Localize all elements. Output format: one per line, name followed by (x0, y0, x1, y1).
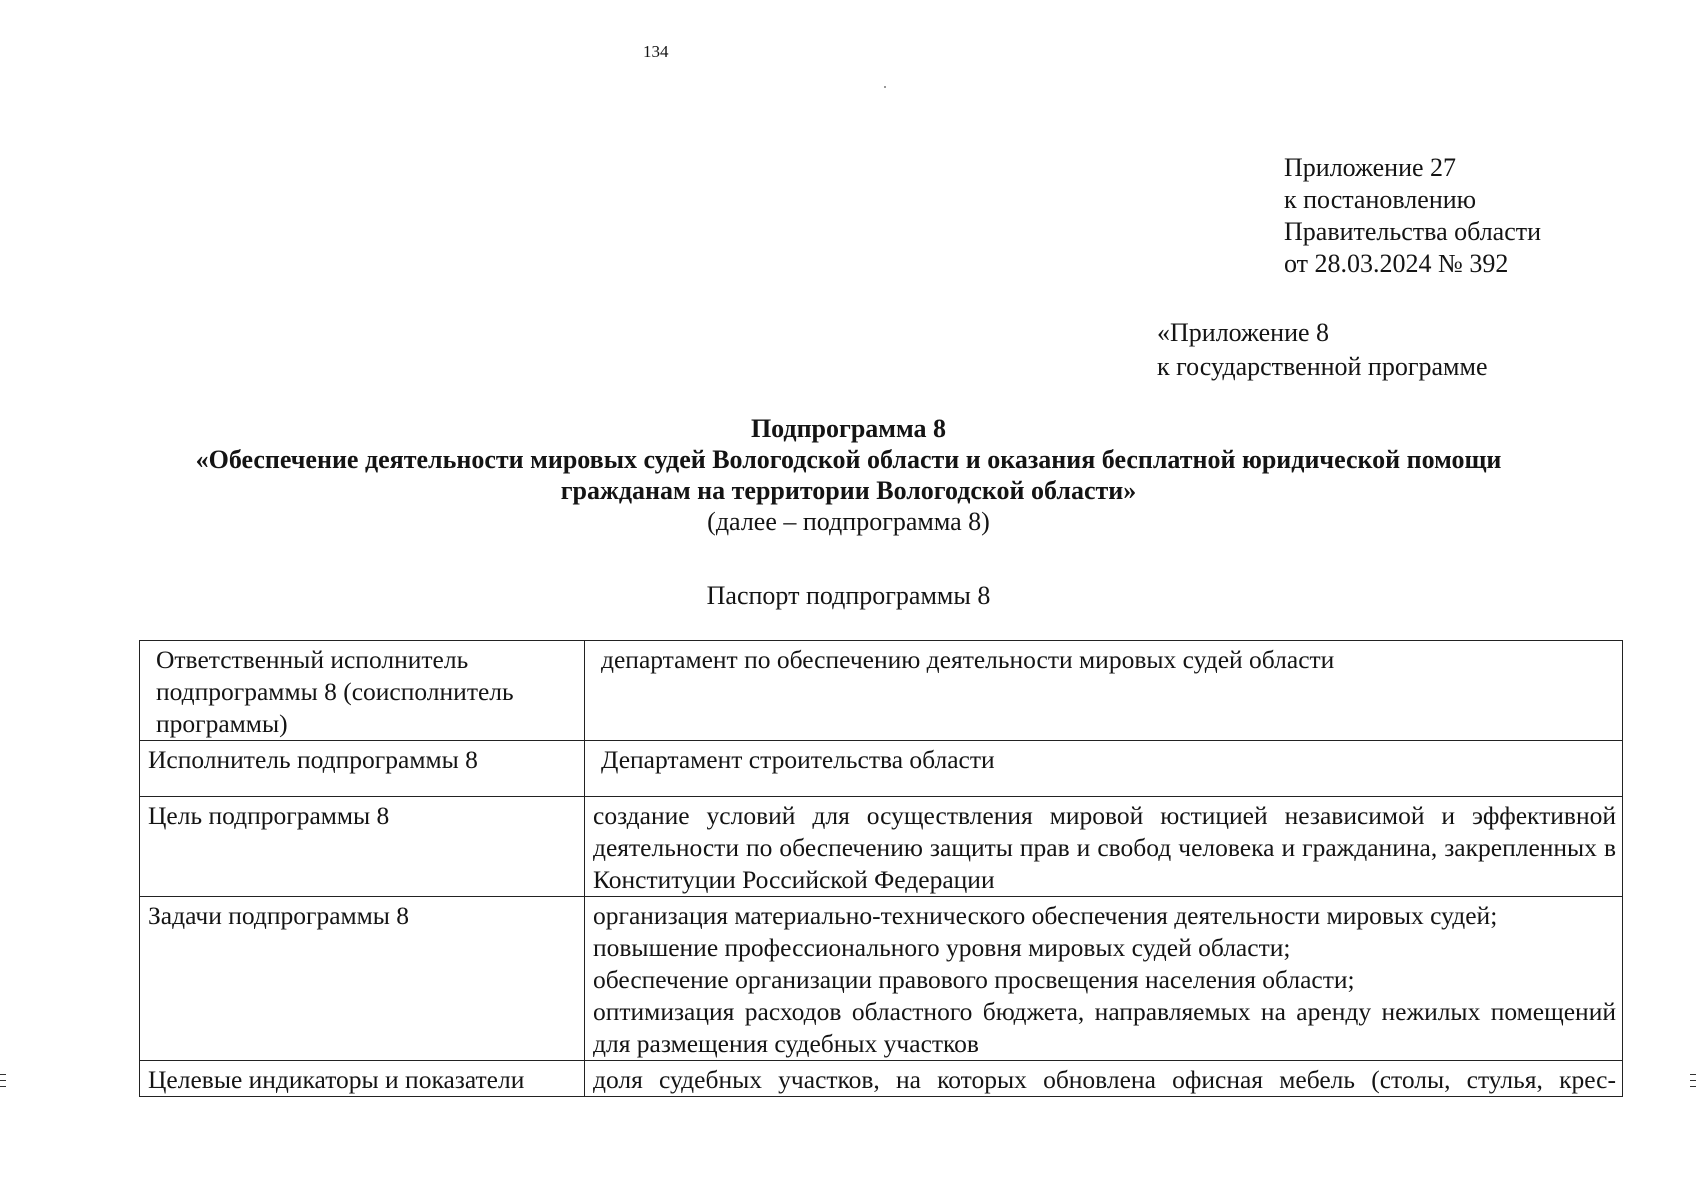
task-item: организация материально-технического обеспечения деятельности мировых судей; (593, 901, 1498, 930)
scan-mark (0, 1074, 6, 1075)
appendix-line: к государственной программе (1157, 352, 1488, 381)
row-label: Цель подпрограммы 8 (140, 797, 585, 897)
appendix-reference (1157, 316, 1488, 384)
row-value: Департамент строительства области (585, 741, 1623, 797)
table-row (140, 897, 1623, 1061)
row-value: департамент по обеспечению деятельности мировых судей области (585, 641, 1623, 741)
approval-stamp (1284, 152, 1541, 280)
scan-mark (1690, 1086, 1696, 1087)
passport-table (139, 640, 1623, 1097)
table-row (140, 641, 1623, 741)
row-value: создание условий для осуществления мировой юстицией независимой и эффективной деятельности по обеспечению защиты прав и свобод человека и гражданина, закрепленных в Конституции Российской Федерации (585, 797, 1623, 897)
row-label: Задачи подпрограммы 8 (140, 897, 585, 1061)
table-row (140, 797, 1623, 897)
title-line: Подпрограмма 8 (750, 414, 947, 443)
task-item: обеспечение организации правового просвещения населения области; (593, 965, 1355, 994)
row-label: Исполнитель подпрограммы 8 (140, 741, 585, 797)
passport-heading: Паспорт подпрограммы 8 (706, 581, 991, 610)
row-label: Ответственный исполнитель подпрограммы 8 (соисполнитель программы) (140, 641, 585, 741)
document-title (0, 413, 1697, 537)
table-row (140, 741, 1623, 797)
table-row (140, 1061, 1623, 1097)
page-number: 134 (643, 42, 669, 61)
appendix-line: «Приложение 8 (1157, 318, 1330, 347)
title-subline: (далее – подпрограмма 8) (707, 507, 990, 536)
approval-line: Правительства области (1284, 217, 1542, 246)
approval-line: к постановлению (1284, 185, 1477, 214)
scan-mark (0, 1086, 6, 1087)
title-line: гражданам на территории Вологодской области» (560, 476, 1137, 505)
task-item: оптимизация расходов областного бюджета, направляемых на аренду нежилых помещений для размещения судебных участков (593, 997, 1616, 1058)
scan-mark (1690, 1074, 1696, 1075)
approval-line: Приложение 27 (1284, 153, 1457, 182)
row-label: Целевые индикаторы и показатели (140, 1061, 585, 1097)
task-item: повышение профессионального уровня мировых судей области; (593, 933, 1291, 962)
scan-mark (0, 1080, 6, 1081)
scan-mark (1690, 1080, 1696, 1081)
row-value-list (585, 897, 1623, 1061)
row-value: доля судебных участков, на которых обновлена офисная мебель (столы, стулья, крес- (585, 1061, 1623, 1097)
approval-line: от 28.03.2024 № 392 (1284, 249, 1509, 278)
scan-speck (884, 86, 886, 88)
title-line: «Обеспечение деятельности мировых судей Вологодской области и оказания бесплатной юридической помощи (195, 445, 1502, 474)
